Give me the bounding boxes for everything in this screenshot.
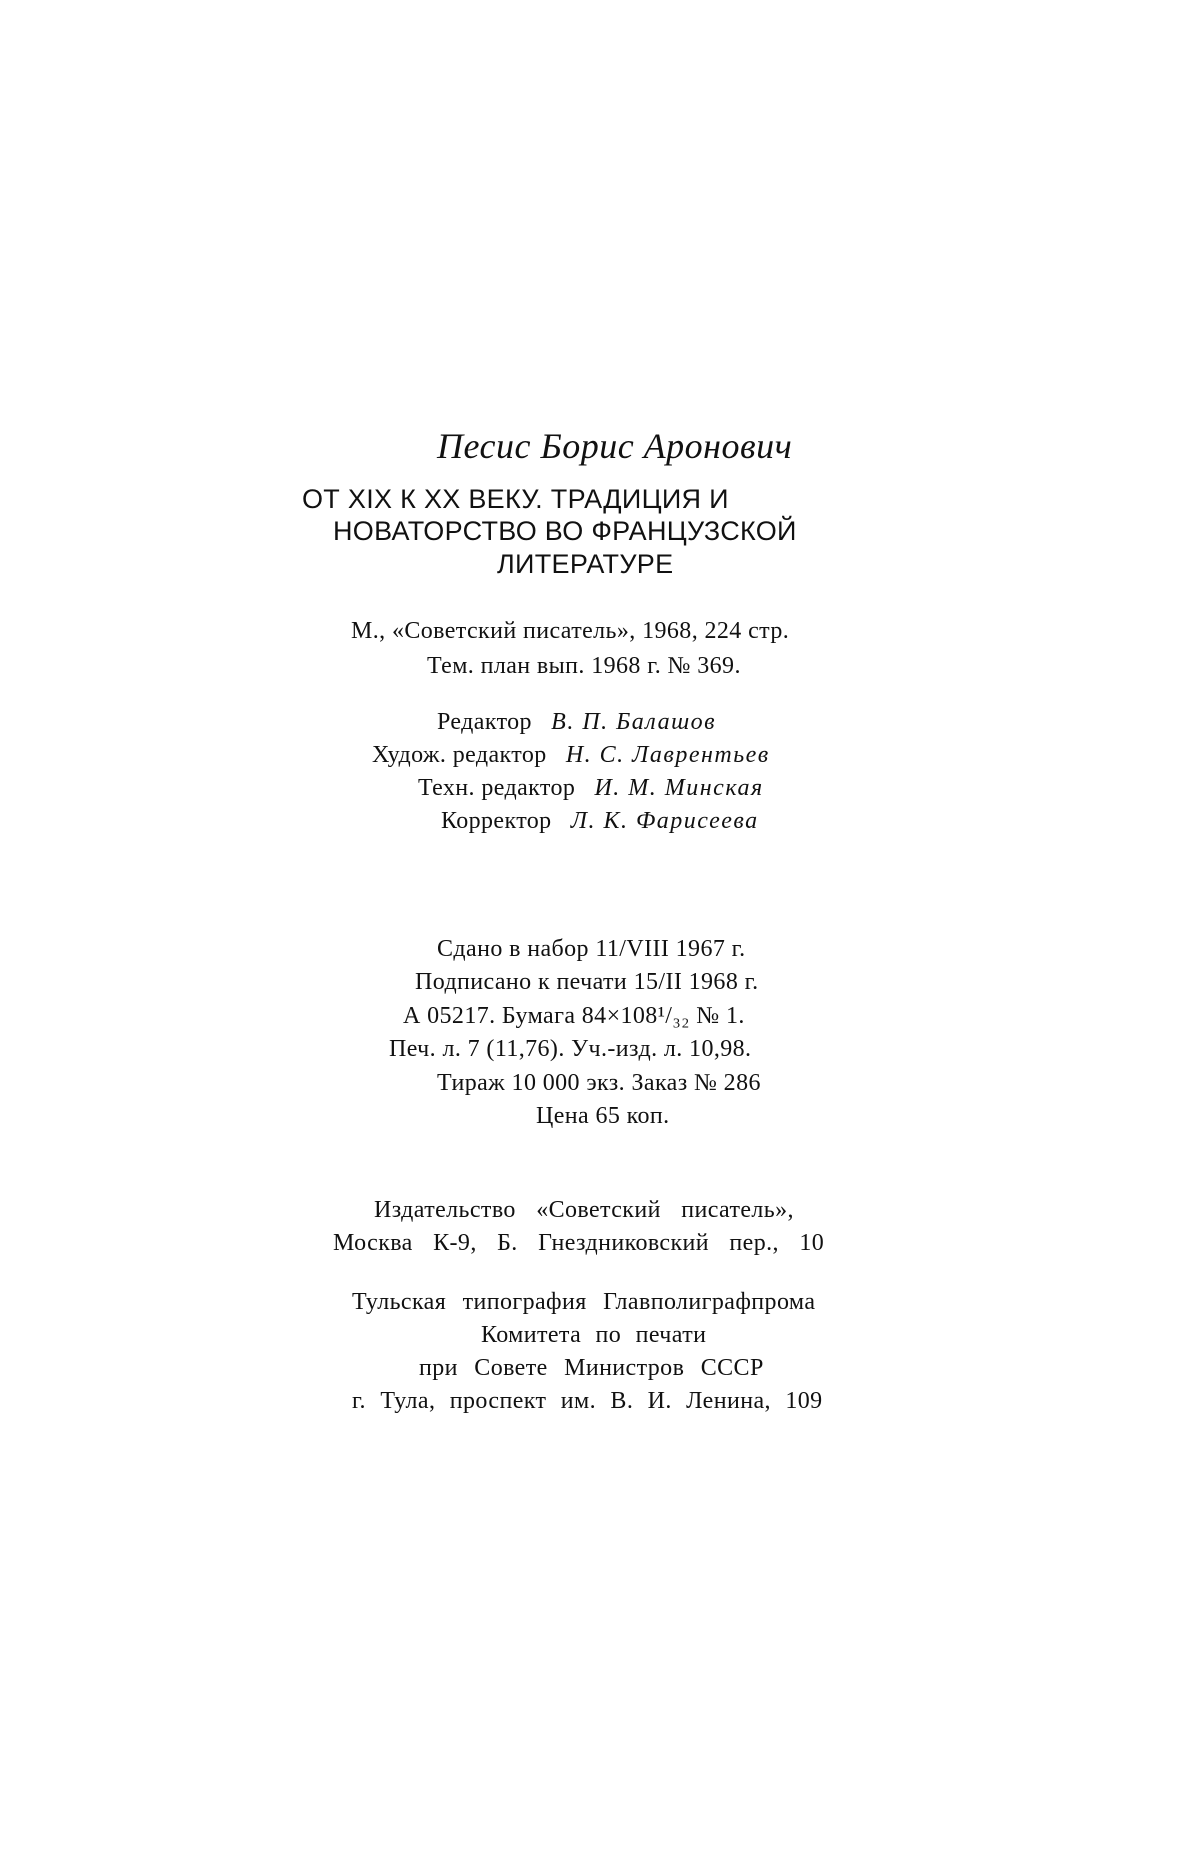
tech-editor-credit	[418, 776, 764, 800]
publication-info-line-2: Тем. план вып. 1968 г. № 369.	[427, 653, 741, 679]
editor-role: Редактор	[437, 709, 532, 735]
publisher-address: Москва К-9, Б. Гнездниковский пер., 10	[333, 1230, 825, 1256]
printer-address: г. Тула, проспект им. В. И. Ленина, 109	[352, 1388, 823, 1414]
typesetting-date: Сдано в набор 11/VIII 1967 г.	[437, 936, 746, 962]
printer-name-line-2: Комитета по печати	[481, 1322, 707, 1348]
tech-editor-name: И. М. Минская	[594, 775, 764, 801]
editor-credit	[437, 710, 716, 734]
publication-info-line-1: М., «Советский писатель», 1968, 224 стр.	[351, 618, 790, 644]
book-title-line-1: ОТ XIX К XX ВЕКУ. ТРАДИЦИЯ И	[302, 484, 729, 514]
art-editor-name: Н. С. Лаврентьев	[565, 742, 770, 768]
paper-format: А 05217. Бумага 84×108¹/₃₂ № 1.	[403, 1003, 745, 1029]
print-run-order: Тираж 10 000 экз. Заказ № 286	[437, 1070, 761, 1096]
art-editor-credit	[372, 743, 770, 767]
proofreader-name: Л. К. Фарисеева	[570, 808, 759, 834]
book-title-line-3: ЛИТЕРАТУРЕ	[497, 549, 674, 579]
signed-to-print-date: Подписано к печати 15/II 1968 г.	[415, 969, 759, 995]
proofreader-role: Корректор	[441, 808, 552, 834]
printer-name-line-1: Тульская типография Главполиграфпрома	[352, 1289, 816, 1315]
printer-name-line-3: при Совете Министров СССР	[419, 1355, 764, 1381]
proofreader-credit	[441, 809, 759, 833]
print-sheets: Печ. л. 7 (11,76). Уч.-изд. л. 10,98.	[389, 1036, 752, 1062]
publisher-name: Издательство «Советский писатель»,	[374, 1197, 794, 1223]
tech-editor-role: Техн. редактор	[418, 775, 576, 801]
author-name: Песис Борис Аронович	[437, 426, 793, 466]
editor-name: В. П. Балашов	[551, 709, 717, 735]
book-title-line-2: НОВАТОРСТВО ВО ФРАНЦУЗСКОЙ	[333, 516, 797, 546]
art-editor-role: Худож. редактор	[372, 742, 547, 768]
price: Цена 65 коп.	[536, 1103, 670, 1129]
